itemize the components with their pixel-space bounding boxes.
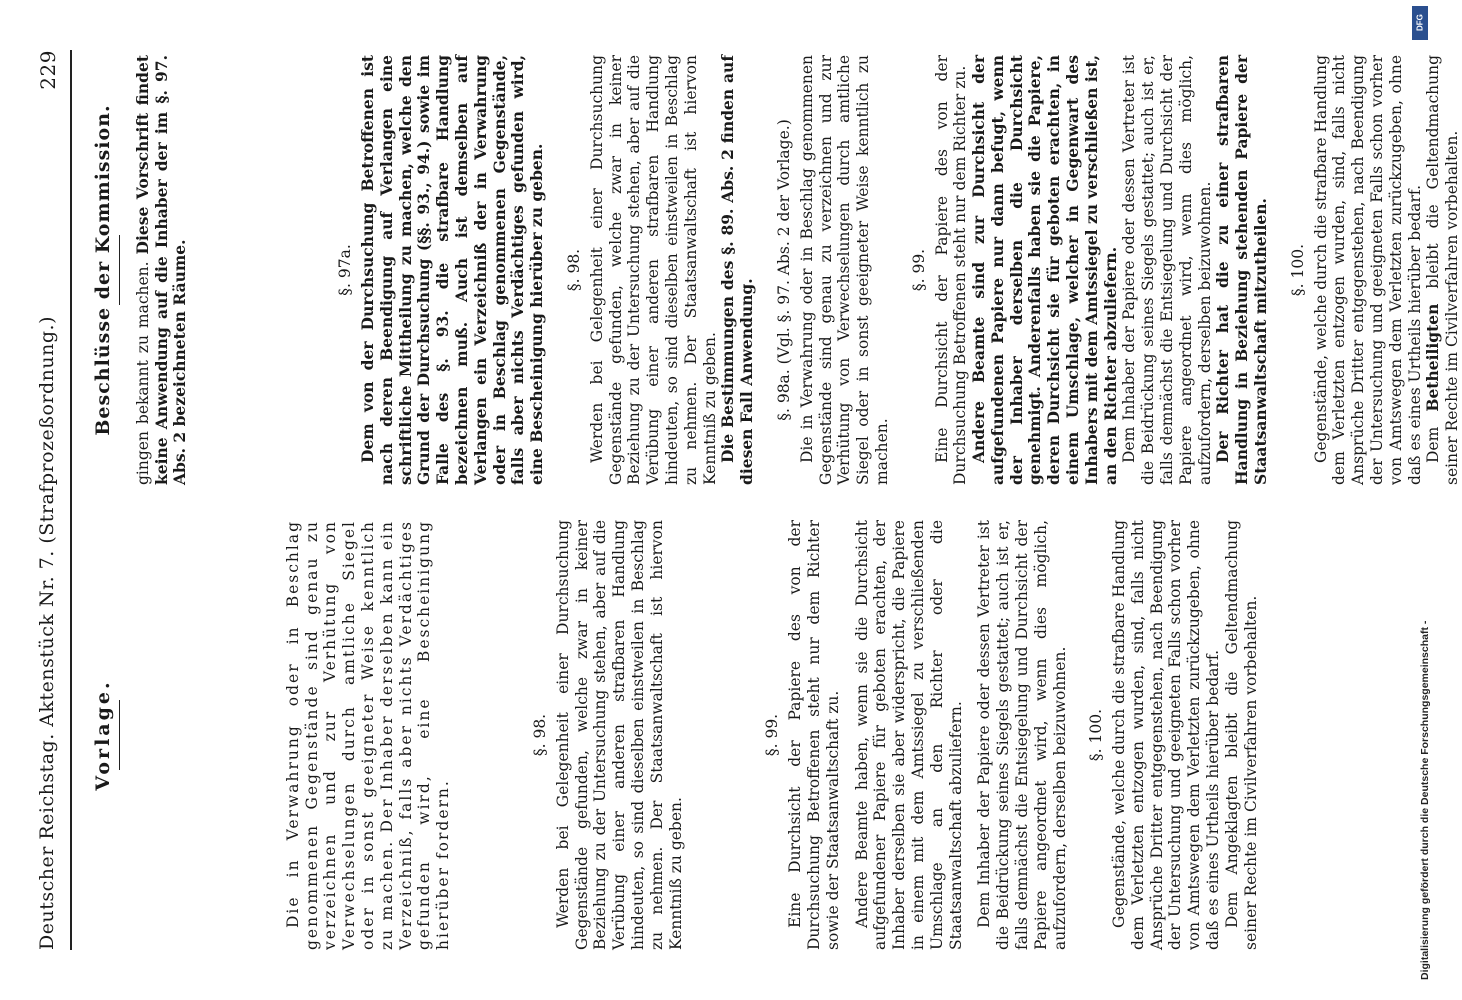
spacer — [134, 520, 284, 950]
paragraph: Die in Verwahrung oder in Beschlag genommenen Gegenstände sind genau zu verzeichnen und zur Verhütung von Verwechselungen durch amtliche Siegel oder in sonst geeigneter Weise kenntlich zu machen. Der Inhaber derselben kann ein Verzeichniß, falls aber nichts Verdächtiges gefunden wird, eine Bescheinigung hierüber fordern. — [283, 520, 453, 950]
running-header — [36, 50, 66, 950]
text-run: bleibt die Geltendmachung seiner Rechte im Civilverfahren vorbehalten. — [1424, 55, 1462, 485]
title-rule — [119, 235, 120, 305]
text-run: Dem — [1424, 426, 1443, 463]
title-rule — [119, 700, 120, 770]
paragraph: Eine Durchsicht der Papiere des von der Durchsuchung Betroffenen steht nur dem Richter zu. — [932, 55, 970, 485]
paragraph: Eine Durchsicht der Papiere des von der Durchsuchung Betroffenen steht nur dem Richter sowie der Staatsanwaltschaft zu. — [786, 520, 842, 950]
amendment-text: Der Richter hat die zu einer strafbaren Handlung in Beziehung stehenden Papiere der Staatsanwaltschaft mitzutheilen. — [1213, 55, 1271, 485]
amendment-text: Dem von der Durchsuchung Betroffenen ist nach deren Beendigung auf Verlangen eine schriftliche Mittheilung zu machen, welche den Grund der Durchsuchung (§§. 93., 94.) sowie im Falle des §. 93. die strafbare Handlung bezeichnen muß. Auch ist demselben auf Verlangen ein Verzeichniß der in Verwahrung oder in Beschlag genommenen Gegenstände, falls aber nichts Verdächtiges gefunden wird, eine Bescheinigung hierüber zu geben. — [357, 55, 547, 485]
amendment-text: Betheiligten — [1423, 303, 1443, 412]
amendment-text: Andere Beamte sind zur Durchsicht der aufgefundenen Papiere nur dann befugt, wenn der Inhaber derselben die Durchsicht genehmigt. Anderenfalls haben sie die Papiere, deren Durchsicht sie für geboten erachten, in einem Umschlage, welcher in Gegenwart des Inhabers mit dem Amtssiegel zu verschließen ist, an den Richter abzuliefern. — [969, 55, 1120, 485]
section-heading-100: §. 100. — [1288, 243, 1307, 297]
paragraph: Werden bei Gelegenheit einer Durchsuchung Gegenstände gefunden, welche zwar in keiner Beziehung zu der Untersuchung stehen, aber auf die Verübung einer anderen strafbaren Handlung hindeuten, so sind dieselben einstweilen in Beschlag zu nehmen. Der Staatsanwaltschaft ist hiervon Kenntniß zu geben. — [553, 520, 685, 950]
section-heading-100: §. 100. — [1087, 708, 1106, 762]
paragraph — [134, 55, 190, 485]
paragraph: Dem Angeklagten bleibt die Geltendmachung seiner Rechte im Civilverfahren vorbehalten. — [1222, 520, 1260, 950]
section-heading-98a: §. 98a. (Vgl. §. 97. Abs. 2 der Vorlage.) — [774, 119, 793, 421]
column-beschluesse — [94, 55, 1462, 485]
section-heading-99: §. 99. — [763, 713, 782, 757]
header-title: Deutscher Reichstag. Aktenstück Nr. 7. (Strafprozeßordnung.) — [36, 316, 58, 950]
column-title-beschluesse: Beschlüsse der Kommission. — [92, 104, 114, 436]
page-number: 229 — [36, 50, 60, 90]
section-heading-97a: §. 97a. — [336, 244, 355, 296]
paragraph: Werden bei Gelegenheit einer Durchsuchung Gegenstände gefunden, welche zwar in keiner Beziehung zu der Untersuchung stehen, aber auf die Verübung einer anderen strafbaren Handlung hindeuten, so sind dieselben einstweilen in Beschlag zu nehmen. Der Staatsanwaltschaft ist hiervon Kenntniß zu geben. — [587, 55, 719, 485]
header-rule — [70, 50, 72, 950]
spacer — [190, 55, 318, 485]
paragraph: Dem Inhaber der Papiere oder dessen Vertreter ist die Beidrückung seines Siegels gestattet; auch ist er, falls demnächst die Entsiegelung und Durchsicht der Papiere angeordnet wird, wenn dies möglich, aufzufordern, derselben beizuwohnen. — [975, 520, 1069, 950]
paragraph: Die in Verwahrung oder in Beschlag genommenen Gegenstände sind genau zu verzeichnen und zur Verhütung von Verwechselungen durch amtliche Siegel oder in sonst geeigneter Weise kenntlich zu machen. — [797, 55, 891, 485]
column-title-vorlage: Vorlage. — [92, 679, 114, 791]
digitization-credit — [1405, 580, 1431, 980]
section-heading-99: §. 99. — [909, 248, 928, 292]
paragraph: Gegenstände, welche durch die strafbare Handlung dem Verletzten entzogen wurden, sind, falls nicht Ansprüche Dritter entgegenstehen, nach Beendigung der Untersuchung und geeigneten Falls schon vorher von Amtswegen dem Verletzten zurückzugeben, ohne daß es eines Urtheils hierüber bedarf. — [1110, 520, 1223, 950]
paragraph: Dem Inhaber der Papiere oder dessen Vertreter ist die Beidrückung seines Siegels gestattet; auch ist er, falls demnächst die Entsiegelung und Durchsicht der Papiere angeordnet wird, wenn dies möglich, aufzufordern, derselben beizuwohnen. — [1120, 55, 1214, 485]
credit-text: Digitalisierung gefördert durch die Deutsche Forschungsgemeinschaft - — [1419, 620, 1431, 980]
section-heading-98: §. 98. — [564, 248, 583, 292]
paragraph: Gegenstände, welche durch die strafbare Handlung dem Verletzten entzogen wurden, sind, falls nicht Ansprüche Dritter entgegenstehen, nach Beendigung der Untersuchung und geeigneten Falls schon vorher von Amtswegen dem Verletzten zurückzugeben, ohne daß es eines Urtheils hierüber bedarf. — [1311, 55, 1424, 485]
spacer — [685, 520, 745, 950]
amendment-text: Die Bestimmungen des §. 89. Abs. 2 finden auf diesen Fall Anwendung. — [718, 55, 757, 485]
paragraph — [1424, 55, 1462, 485]
section-heading-98: §. 98. — [530, 713, 549, 757]
amendment-text: Diese Vorschrift findet keine Anwendung auf die Inhaber der im §. 97. Abs. 2 bezeichneten Räume. — [132, 55, 190, 485]
column-vorlage — [94, 520, 1260, 950]
dfg-logo-badge: DFG — [1412, 6, 1428, 40]
paragraph: Andere Beamte haben, wenn sie die Durchsicht aufgefundener Papiere für geboten erachten, der Inhaber derselben sie aber widerspricht, die Papiere in einem mit dem Amtssiegel zu verschließenden Umschlage an den Richter oder die Staatsanwaltschaft abzuliefern. — [852, 520, 965, 950]
text-run: gingen bekannt zu machen. — [133, 261, 152, 485]
spacer — [453, 520, 513, 950]
